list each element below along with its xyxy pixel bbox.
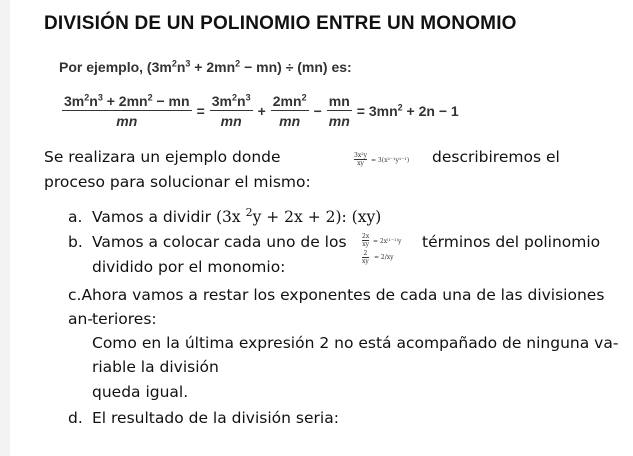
step-b-line-2: dividido por el monomio: — [92, 258, 286, 276]
step-b-small-result-1: = 2x⁽¹⁻¹⁾y — [373, 238, 402, 245]
example-statement — [59, 59, 352, 75]
step-b-small-result-2: = 2/xy — [374, 254, 394, 261]
plus-sign: + — [257, 103, 266, 119]
fraction-term-3: $\frac{mn}{mn}$ — [328, 93, 350, 129]
paragraph-line-1-right: describiremos el — [432, 148, 560, 166]
step-c-line-5: queda igual. — [92, 383, 189, 401]
page-edge — [0, 0, 10, 456]
example-expression: $(3m^2n^3 + 2mn^2 - mn) \div (mn)$ es: — [146, 58, 352, 75]
step-d: El resultado de la división seria: — [92, 409, 339, 427]
step-b-small-fraction-1: 2x xy — [362, 233, 370, 248]
page-title: DIVISIÓN DE UN POLINOMIO ENTRE UN MONOMIO — [44, 13, 517, 34]
equals-sign: = — [196, 103, 205, 119]
step-c-line-1: c.Ahora vamos a restar los exponentes de cada una de las divisiones an- — [68, 286, 605, 328]
step-a: Vamos a dividir (3x $^2$y + 2x + 2): (xy) — [92, 205, 382, 226]
equation-result: = $3mn^2 + 2n - 1$ — [356, 102, 459, 119]
fraction-term-2: $\frac{2mn^2}{mn}$ — [272, 92, 307, 129]
step-c-line-3: Como en la última expresión 2 no está acompañado de ninguna va- — [92, 334, 619, 352]
step-b-line-1-right: términos del polinomio — [422, 233, 601, 251]
paragraph-line-2: proceso para solucionar el mismo: — [44, 173, 311, 191]
small-fraction-image: 3x²y xy — [354, 152, 367, 167]
step-d-marker: d. — [68, 409, 83, 427]
fraction-term-1: $\frac{3m^2n^3}{mn}$ — [211, 92, 251, 129]
step-b-small-fraction-2: 2 xy — [362, 250, 369, 265]
paragraph-line-1-left: Se realizara un ejemplo donde — [44, 148, 281, 166]
fraction-full: $\frac{3m^2n^3 + 2mn^2 - mn}{mn}$ — [64, 92, 190, 129]
example-prefix: Por ejemplo, — [59, 59, 144, 75]
example-equation — [59, 93, 461, 129]
step-a-marker: a. — [68, 208, 83, 226]
step-b-line-1-left: Vamos a colocar cada uno de los — [92, 233, 347, 251]
step-c-line-4: riable la división — [92, 358, 219, 376]
small-fraction-result: = 3(x²⁻¹y¹⁻¹) — [371, 157, 410, 164]
step-b-marker: b. — [68, 233, 83, 251]
minus-sign: − — [313, 103, 322, 119]
step-c-line-2: teriores: — [92, 310, 157, 328]
